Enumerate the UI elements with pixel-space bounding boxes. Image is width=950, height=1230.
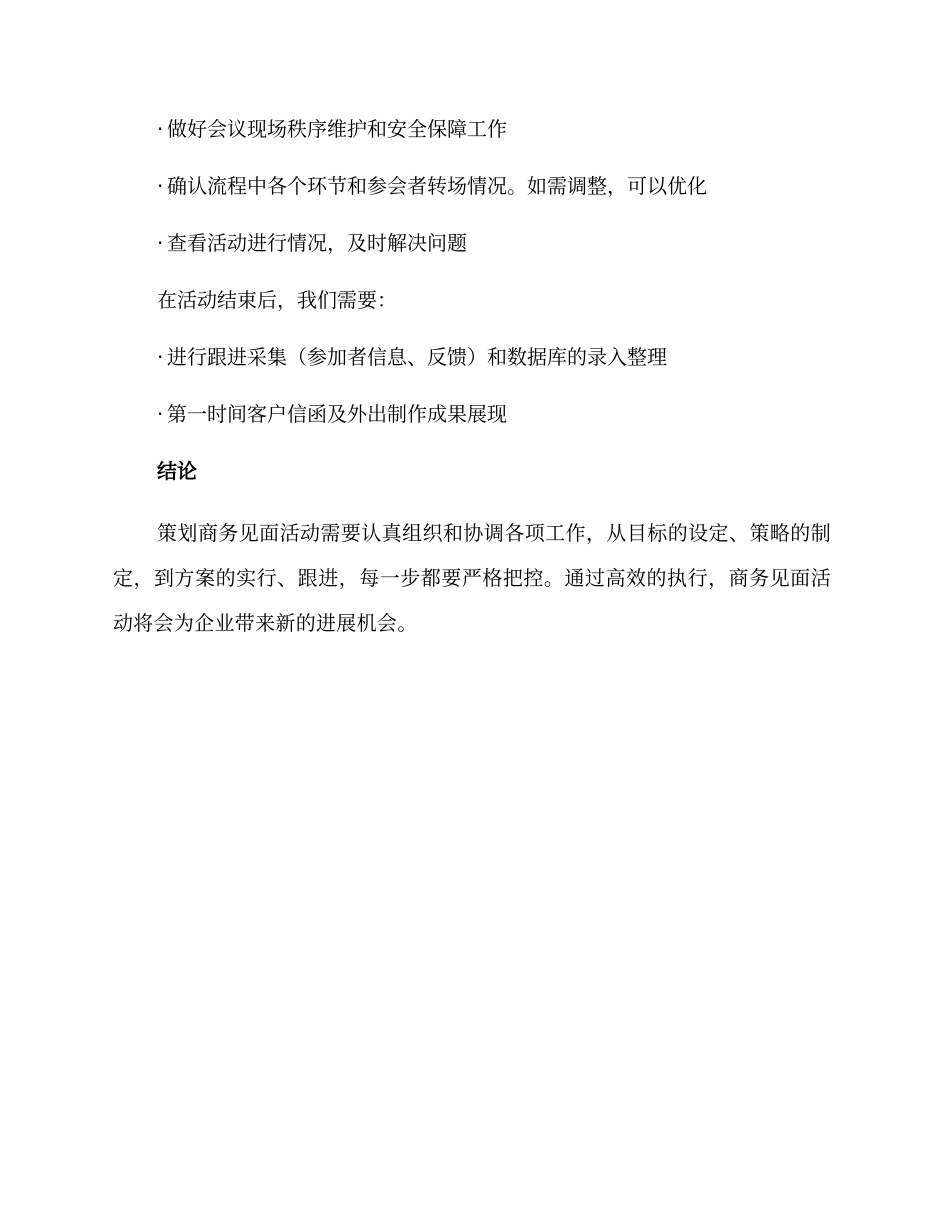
after-event-intro: 在活动结束后，我们需要： [157,288,397,312]
bullet-item [113,397,831,431]
bullet-text: 确认流程中各个环节和参会者转场情况。如需调整，可以优化 [167,174,707,198]
bullet-mark: · [157,174,164,198]
bullet-text: 做好会议现场秩序维护和安全保障工作 [167,117,507,141]
bullet-item [113,112,831,146]
bullet-text: 第一时间客户信函及外出制作成果展现 [167,402,507,426]
bullet-item [113,340,831,374]
conclusion-heading: 结论 [157,459,197,483]
conclusion-paragraph: 策划商务见面活动需要认真组织和协调各项工作，从目标的设定、策略的制定，到方案的实行、跟进，每一步都要严格把控。通过高效的执行，商务见面活动将会为企业带来新的进展机会。 [113,521,831,635]
bullet-mark: · [157,117,164,141]
document-body [113,112,831,646]
bullet-mark: · [157,231,164,255]
bullet-mark: · [157,345,164,369]
bullet-text: 进行跟进采集（参加者信息、反馈）和数据库的录入整理 [167,345,667,369]
bullet-mark: · [157,402,164,426]
bullet-text: 查看活动进行情况，及时解决问题 [167,231,467,255]
bullet-item [113,169,831,203]
bullet-item [113,226,831,260]
